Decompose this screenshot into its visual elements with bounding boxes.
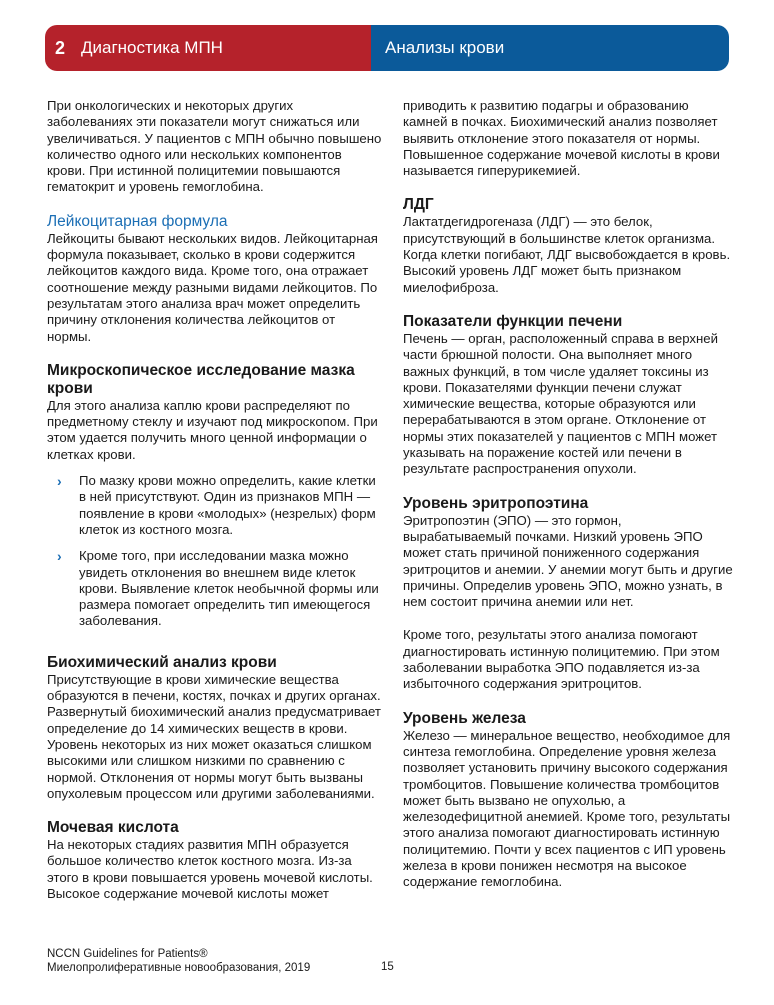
chevron-right-icon: › <box>57 548 62 565</box>
intro-paragraph: При онкологических и некоторых других заболеваниях эти показатели могут снижаться или увеличиваться. У пациентов с МПН обычно повышено количество одного или нескольких компонентов крови. При истинной полицитемии повышаются гематокрит и уровень гемоглобина. <box>47 98 382 195</box>
epo-paragraph-2: Кроме того, результаты этого анализа помогают диагностировать истинную полицитемию. При этом заболевании выработка ЭПО подавляется из-за избыточного содержания эритроцитов. <box>403 627 720 692</box>
smear-bullet-list <box>57 473 382 630</box>
chapter-number: 2 <box>55 37 66 58</box>
list-item <box>57 473 382 538</box>
bullet-text: Кроме того, при исследовании мазка можно увидеть отклонения во внешнем виде клеток крови. Выявление клеток необычной формы или размера помогает определить тип имеющегося заболевания. <box>79 548 379 629</box>
iron-paragraph: Железо — минеральное вещество, необходимое для синтеза гемоглобина. Определение уровня железа позволяет установить причину высокого содержания тромбоцитов. Повышение количества тромбоцитов может быть вызвано не опухолью, а железодефицитной анемией. Кроме того, результаты этого анализа помогают диагностировать истинную полицитемию. Почти у всех пациентов с ИП уровень железа в крови понижен несмотря на высокое содержание гемоглобина. <box>403 727 731 890</box>
footer-guidelines: NCCN Guidelines for Patients® <box>47 948 208 960</box>
ldh-paragraph: Лактатдегидрогеназа (ЛДГ) — это белок, присутствующий в большинстве клеток организма. Когда клетки погибают, ЛДГ высвобождается в кровь. Высокий уровень ЛДГ может быть признаком миелофиброза. <box>403 214 731 295</box>
page-footer <box>47 947 310 975</box>
epo-paragraph: Эритропоэтин (ЭПО) — это гормон, вырабатываемый почками. Низкий уровень ЭПО может стать причиной пониженного содержания эритроцитов и анемии. У анемии могут быть и другие причины. Определив уровень ЭПО, можно узнать, в нем состоит причина анемии или нет. <box>403 512 733 610</box>
chapter-title: Диагностика МПН <box>81 38 223 57</box>
list-item <box>57 548 382 629</box>
uric-paragraph: На некоторых стадиях развития МПН образуется большое количество клеток костного мозга. Из-за этого в крови повышается уровень мочевой кислоты. Высокое содержание мочевой кислоты может <box>47 837 373 901</box>
section-banner <box>371 25 729 71</box>
biochem-heading: Биохимический анализ крови <box>47 653 277 671</box>
uric-continued-paragraph: приводить к развитию подагры и образованию камней в почках. Биохимический анализ позволяет выявить отклонение этого показателя от нормы. Повышенное содержание мочевой кислоты в крови называется гиперурикемией. <box>403 98 720 179</box>
chevron-right-icon: › <box>57 473 62 490</box>
iron-heading: Уровень железа <box>403 709 526 727</box>
chapter-banner <box>45 25 371 71</box>
page-header <box>45 25 729 71</box>
section-title: Анализы крови <box>385 38 505 57</box>
liver-paragraph: Печень — орган, расположенный справа в верхней части брюшной полости. Она выполняет много важных функций, в том числе удаляет токсины из крови. Показателями функции печени служат химические вещества, которые образуются или перерабатываются в этом органе. Отклонение от нормы этих показателей у пациентов с МПН может указывать на поражение костей или печени в результате распространения опухоли. <box>403 330 718 477</box>
leuko-heading: Лейкоцитарная формула <box>47 212 228 230</box>
uric-heading: Мочевая кислота <box>47 819 179 837</box>
smear-paragraph: Для этого анализа каплю крови распределяют по предметному стеклу и изучают под микроскопом. При этом удается получить много ценной информации о клетках крови. <box>47 397 378 462</box>
biochem-paragraph: Присутствующие в крови химические вещества образуются в печени, костях, почках и других органах. Развернутый биохимический анализ предусматривает определение до 14 химических веществ в крови. Уровень некоторых из них может оказаться слишком высокими или слишком низкими по сравнению с нормой. Отклонения от нормы могут быть вызваны опухолевым процессом или другими заболеваниями. <box>47 671 381 801</box>
left-column <box>47 98 382 902</box>
liver-heading: Показатели функции печени <box>403 312 623 330</box>
leuko-paragraph: Лейкоциты бывают нескольких видов. Лейкоцитарная формула показывает, сколько в крови содержится лейкоцитов каждого вида. Кроме того, она отражает соотношение между разными видами лейкоцитов. По результатам этого анализа врач может определить причину отклонения количества лейкоцитов от нормы. <box>47 230 378 344</box>
ldh-heading: ЛДГ <box>403 196 434 214</box>
right-column <box>403 98 733 891</box>
bullet-text: По мазку крови можно определить, какие клетки в ней присутствуют. Один из признаков МПН — появление в крови «молодых» (незрелых) форм клеток из костного мозга. <box>79 473 376 537</box>
footer-subtitle: Миелопролиферативные новообразования, 2019 <box>47 962 311 974</box>
smear-heading: Микроскопическое исследование мазка крови <box>47 361 355 397</box>
page-number: 15 <box>381 961 394 973</box>
epo-heading: Уровень эритропоэтина <box>403 494 589 512</box>
